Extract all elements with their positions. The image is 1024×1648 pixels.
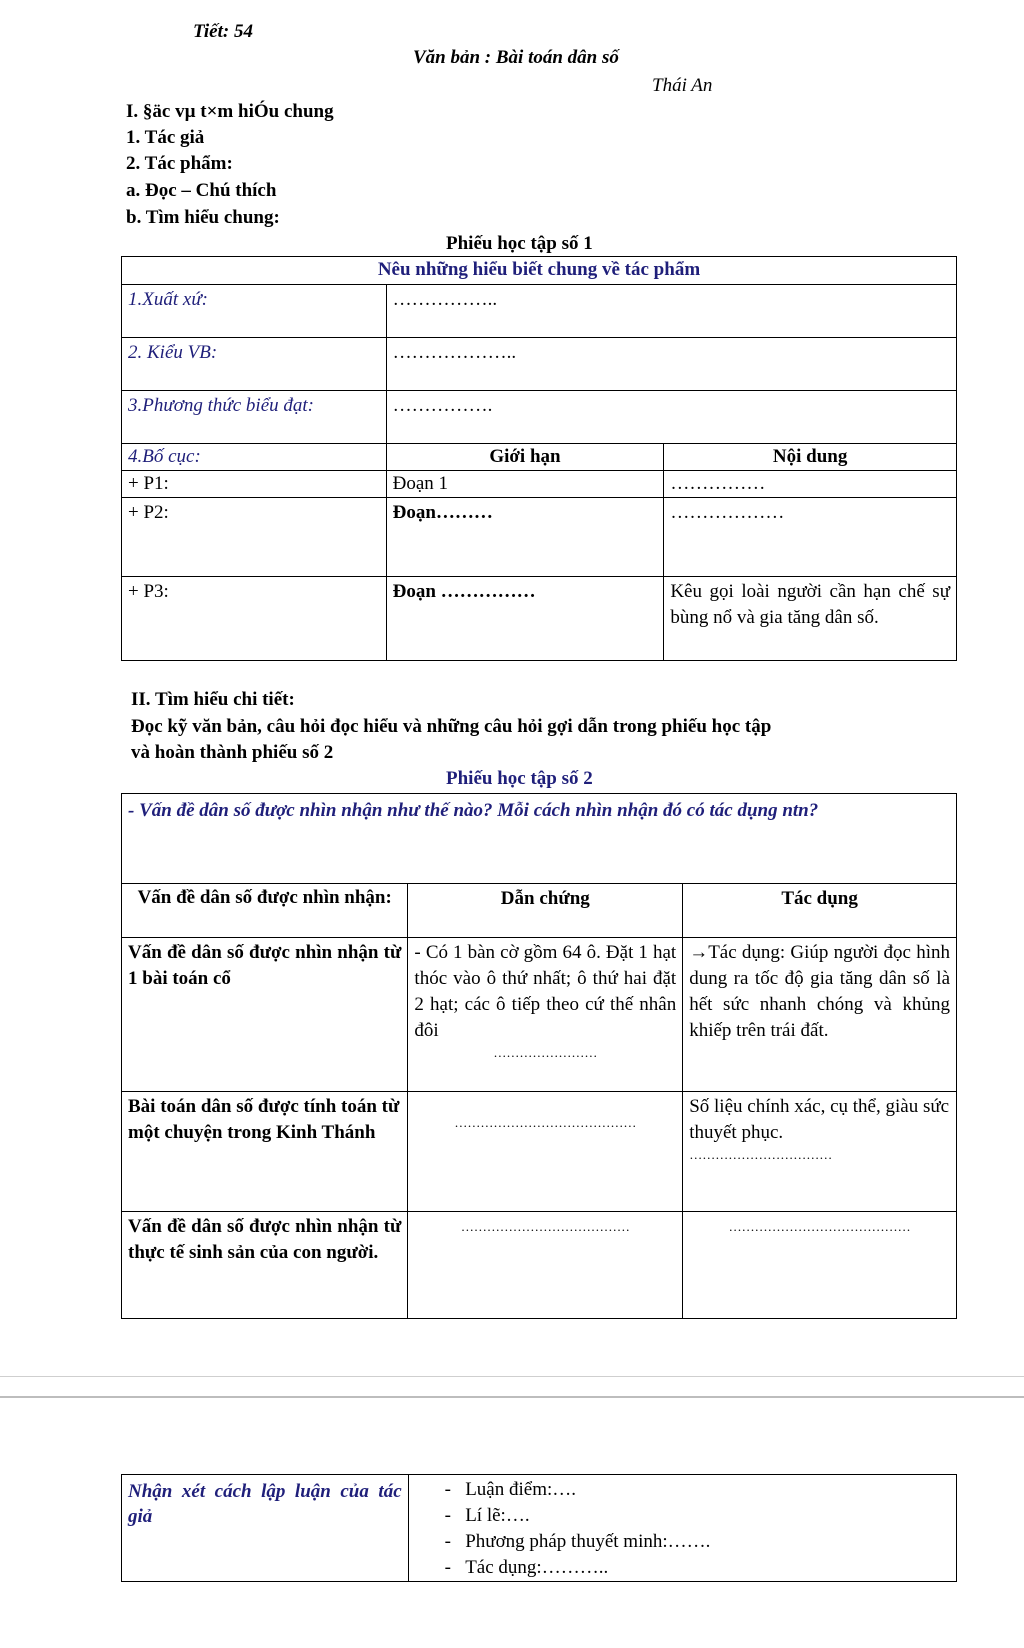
sheet1-header: Nêu những hiểu biết chung về tác phẩm bbox=[122, 257, 957, 285]
evidence-cell bbox=[408, 938, 683, 1092]
section2-instruction: Đọc kỹ văn bản, câu hỏi đọc hiểu và những câu hỏi gợi dẫn trong phiếu học tập bbox=[131, 716, 772, 737]
sheet3-row bbox=[122, 1475, 957, 1582]
effect-cell: …………………………………… bbox=[683, 1212, 957, 1319]
section1-item-overview: b. Tìm hiểu chung: bbox=[126, 207, 280, 228]
part-content: …………… bbox=[664, 471, 957, 498]
part-limit: Đoạn……… bbox=[386, 498, 664, 577]
effect-column-header: Tác dụng bbox=[683, 884, 957, 938]
content-column-header: Nội dung bbox=[664, 444, 957, 471]
sheet2-row bbox=[122, 1212, 957, 1319]
effect-blank: …………………………… bbox=[689, 1147, 833, 1162]
section1-heading: I. §äc vµ t×m hiÓu chung bbox=[126, 101, 334, 122]
effect-cell bbox=[683, 1092, 957, 1212]
part-content: ……………… bbox=[664, 498, 957, 577]
part-label: + P2: bbox=[122, 498, 387, 577]
document-title-text: Văn bản : Bài toán dân số bbox=[413, 47, 619, 68]
list-item-text: Tác dụng:……….. bbox=[465, 1557, 609, 1578]
sheet1-header-row bbox=[122, 257, 957, 285]
origin-label: 1.Xuất xứ: bbox=[122, 285, 387, 338]
sheet2-row bbox=[122, 938, 957, 1092]
issue-cell: Vấn đề dân số được nhìn nhận từ thực tế sinh sản của con người. bbox=[122, 1212, 408, 1319]
effect-cell: →Tác dụng: Giúp người đọc hình dung ra tốc độ gia tăng dân số là hết sức nhanh chóng và khủng khiếp trên trái đất. bbox=[683, 938, 957, 1092]
effect-text: Số liệu chính xác, cụ thể, giàu sức thuyết phục. bbox=[689, 1096, 950, 1143]
structure-row bbox=[122, 498, 957, 577]
issue-column-header: Vấn đề dân số được nhìn nhận: bbox=[122, 884, 408, 938]
section2-heading: II. Tìm hiểu chi tiết: bbox=[131, 689, 295, 710]
section1-item-work: 2. Tác phẩm: bbox=[126, 153, 233, 174]
evidence-cell: ………………………………… bbox=[408, 1212, 683, 1319]
issue-cell: Vấn đề dân số được nhìn nhận từ 1 bài toán cổ bbox=[122, 938, 408, 1092]
sheet1-row bbox=[122, 391, 957, 444]
section2-instruction-cont: và hoàn thành phiếu số 2 bbox=[131, 742, 334, 763]
evidence-column-header: Dẫn chứng bbox=[408, 884, 683, 938]
text-type-value: ……………….. bbox=[386, 338, 956, 391]
list-item: - Tác dụng:……….. bbox=[444, 1557, 609, 1578]
lesson-number: Tiết: 54 bbox=[193, 21, 253, 42]
sheet2-question-row bbox=[122, 794, 957, 884]
list-item: - Luận điểm:…. bbox=[444, 1479, 577, 1500]
part-limit: Đoạn 1 bbox=[386, 471, 664, 498]
sheet1-row bbox=[122, 338, 957, 391]
structure-row bbox=[122, 577, 957, 661]
document-title bbox=[413, 47, 619, 69]
author-name: Thái An bbox=[652, 75, 713, 96]
page-separator bbox=[0, 1376, 1024, 1377]
sheet1-table bbox=[121, 256, 957, 661]
argument-review-label: Nhận xét cách lập luận của tác giả bbox=[122, 1475, 409, 1582]
list-item: - Phương pháp thuyết minh:……. bbox=[444, 1531, 711, 1552]
sheet2-title: Phiếu học tập số 2 bbox=[446, 768, 593, 789]
part-label: + P1: bbox=[122, 471, 387, 498]
sheet2-table bbox=[121, 793, 957, 1319]
structure-label: 4.Bố cục: bbox=[122, 444, 387, 471]
expression-method-label: 3.Phương thức biểu đạt: bbox=[122, 391, 387, 444]
evidence-blank: …………………………………… bbox=[454, 1115, 637, 1130]
sheet2-question: - Vấn đề dân số được nhìn nhận như thế nào? Mỗi cách nhìn nhận đó có tác dụng ntn? bbox=[122, 794, 957, 884]
evidence-cell bbox=[408, 1092, 683, 1212]
text-type-label: 2. Kiểu VB: bbox=[122, 338, 387, 391]
list-item-text: Lí lẽ:…. bbox=[465, 1505, 530, 1526]
issue-cell: Bài toán dân số được tính toán từ một chuyện trong Kinh Thánh bbox=[122, 1092, 408, 1212]
list-item-text: Luận điểm:…. bbox=[465, 1479, 577, 1500]
section1-item-reading: a. Đọc – Chú thích bbox=[126, 180, 277, 201]
expression-method-value: ……………. bbox=[386, 391, 956, 444]
sheet1-title: Phiếu học tập số 1 bbox=[446, 233, 593, 254]
argument-review-list bbox=[408, 1475, 956, 1582]
sheet2-row bbox=[122, 1092, 957, 1212]
part-limit: Đoạn …………… bbox=[386, 577, 664, 661]
sheet1-row bbox=[122, 285, 957, 338]
sheet3-table bbox=[121, 1474, 957, 1582]
list-item-text: Phương pháp thuyết minh:……. bbox=[465, 1531, 711, 1552]
sheet2-header-row bbox=[122, 884, 957, 938]
structure-header-row bbox=[122, 444, 957, 471]
structure-row bbox=[122, 471, 957, 498]
limit-column-header: Giới hạn bbox=[386, 444, 664, 471]
part-content: Kêu gọi loài người cần hạn chế sự bùng nổ và gia tăng dân số. bbox=[664, 577, 957, 661]
section1-item-author: 1. Tác giả bbox=[126, 127, 205, 148]
page-separator bbox=[0, 1396, 1024, 1398]
origin-value: …………….. bbox=[386, 285, 956, 338]
list-item: - Lí lẽ:…. bbox=[444, 1505, 530, 1526]
part-label: + P3: bbox=[122, 577, 387, 661]
evidence-text: - Có 1 bàn cờ gồm 64 ô. Đặt 1 hạt thóc vào ô thứ nhất; ô thứ hai đặt 2 hạt; các ô tiếp theo cứ thế nhân đôi bbox=[414, 942, 677, 1041]
evidence-blank: …………………… bbox=[493, 1045, 598, 1060]
